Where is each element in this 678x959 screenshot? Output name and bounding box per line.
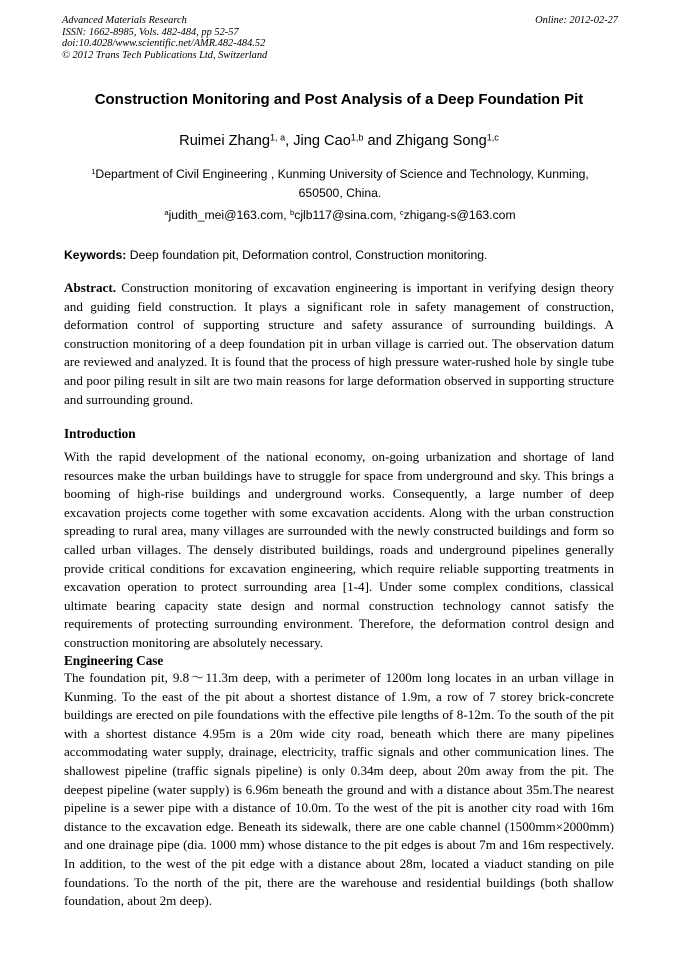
- author-separator: ,: [285, 133, 294, 149]
- author-name: Ruimei Zhang: [179, 133, 271, 149]
- paper-title: Construction Monitoring and Post Analysis of a Deep Foundation Pit: [94, 91, 584, 108]
- keywords: [64, 247, 616, 264]
- keywords-label: Keywords:: [64, 248, 127, 262]
- affiliation: [62, 165, 618, 203]
- author-name: Jing Cao: [293, 133, 351, 149]
- author-list: [40, 131, 638, 151]
- introduction-text: With the rapid development of the national economy, on-going urbanization and shortage of land resources make the urban buildings have to struggle for space from underground and sky. This brings a booming of high-rise buildings and underground works. Consequently, a large number of deep excavation projects come together with some excavation accidents. Along with the urban construction spreading to rural area, many villages are surrounded with the newly constructed buildings and form so called urban villages. The densely distributed buildings, roads and underground pipelines generally provide critical conditions for excavation engineering, which require reliable supporting treatments in excavation operation to protect surrounding area [1-4]. Under some complex conditions, classical ultimate bearing capacity state design and normal construction technology cannot satisfy the requirements of protecting surrounding environment. Therefore, the deformation control design and construction monitoring are absolutely necessary.: [64, 449, 614, 650]
- email-mark: c: [399, 208, 404, 218]
- author-affil-mark: 1,c: [486, 132, 499, 143]
- issn-line: ISSN: 1662-8985, Vols. 482-484, pp 52-57: [62, 26, 239, 38]
- email-address[interactable]: cjlb117@sina.com: [294, 208, 394, 222]
- author-name: Zhigang Song: [395, 133, 487, 149]
- author-affil-mark: 1, a: [270, 132, 286, 143]
- doi-line[interactable]: doi:10.4028/www.scientific.net/AMR.482-484.52: [62, 38, 266, 50]
- journal-name: Advanced Materials Research: [62, 15, 187, 26]
- affiliation-mark: 1: [91, 167, 96, 177]
- author-separator: and: [363, 133, 396, 149]
- abstract-label: Abstract.: [64, 280, 116, 295]
- abstract-text: Construction monitoring of excavation engineering is important in verifying design theory and guiding field construction. It plays a significant role in safety management of construction, deformation control of supporting structure and safety assurance of surrounding buildings. A construction monitoring of a deep foundation pit in urban village is carried out. The observation datum are reviewed and analyzed. It is found that the process of high pressure water-rushed hole by single tube and poor piling result in silt are two main reasons for large deformation observed in supporting structure and surrounding ground.: [64, 280, 614, 407]
- journal-header: [62, 15, 618, 61]
- author-affil-mark: 1,b: [350, 132, 364, 143]
- email-address[interactable]: zhigang-s@163.com: [403, 208, 516, 222]
- affiliation-line-2: 650500, China.: [298, 186, 382, 200]
- email-mark: b: [290, 208, 295, 218]
- email-list: $^a$judith_mei@163.com, $^b$cjlb117@sina.com, $^c$zhigang-s@163.com: [164, 208, 516, 222]
- affiliation-line-1: $^1$Department of Civil Engineering , Kunming University of Science and Technology, Kunming,: [91, 167, 589, 181]
- email-address[interactable]: judith_mei@163.com: [168, 208, 284, 222]
- abstract: [64, 279, 614, 409]
- engineering-case-text: The foundation pit, 9.8～11.3m deep, with a perimeter of 1200m long locates in an urban village in Kunming. To the east of the pit about a shortest distance of 1.9m, a row of 7 storey brick-concrete buildings are erected on pile foundations with the effective pile lengths of 8-12m. To the south of the pit with a shortest distance 4.95m is a 20m wide city road, beneath which there are many pipelines accommodating water supply, drainage, electricity, traffic signals and other communication lines. The shallowest pipeline (traffic signals pipeline) is only 0.34m deep, about 20m away from the pit. The deepest pipeline (water supply) is 6.96m beneath the ground and with a distance about 35m.The nearest pipeline is a sewer pipe with a distance of 10.0m. To the west of the pit is another city road with 16m distance to the excavation edge. Beneath its sidewalk, there are one cable channel (1500mm×2000mm) and one drainage pipe (dia. 1000 mm) whose distance to the pit edges is about 7m and 16m respectively. In addition, to the west of the pit edge with a distance about 28m, located a viaduct standing on pile foundations. To the north of the pit, there are the warehouse and residential buildings (both shallow foundation, about 2m deep).: [64, 670, 614, 909]
- keywords-text: Deep foundation pit, Deformation control, Construction monitoring.: [126, 248, 488, 262]
- online-date: Online: 2012-02-27: [535, 15, 618, 26]
- copyright-line: © 2012 Trans Tech Publications Ltd, Switzerland: [62, 49, 268, 61]
- engineering-case-heading: Engineering Case: [64, 653, 164, 668]
- email-mark: a: [164, 208, 169, 218]
- introduction-heading: Introduction: [64, 426, 136, 441]
